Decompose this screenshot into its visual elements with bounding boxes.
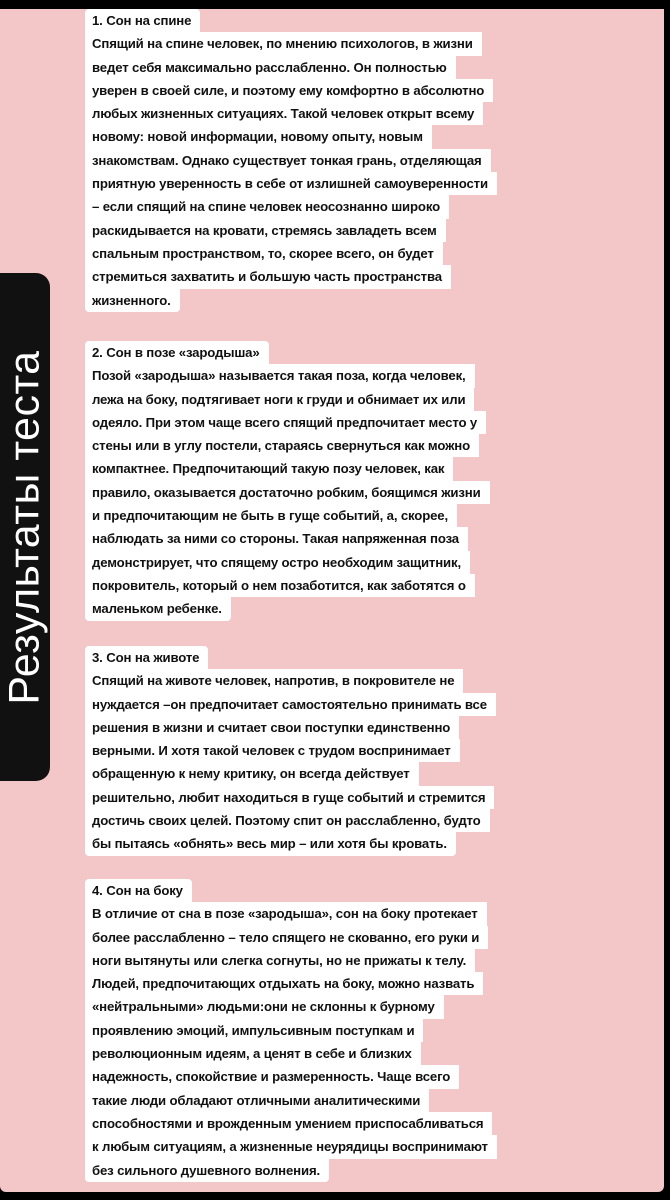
section-text-line: к любым ситуациям, а жизненные неурядицы воспринимают (85, 1135, 497, 1158)
section-text-line: наблюдать за ними со стороны. Такая напряженная поза (85, 527, 468, 550)
section-sleep-on-side (85, 879, 655, 1182)
section-text-line: уверен в своей силе, и поэтому ему комфортно в абсолютно (85, 79, 493, 102)
section-text-line: – если спящий на спине человек неосознанно широко (85, 195, 449, 218)
section-text-line: Спящий на спине человек, по мнению психологов, в жизни (85, 32, 482, 55)
section-text-line: нуждается –он предпочитает самостоятельно принимать все (85, 693, 496, 716)
side-label-banner (0, 273, 50, 781)
section-text-line: спальным пространством, то, скорее всего, он будет (85, 242, 443, 265)
section-text-line: покровитель, который о нем позаботится, как заботятся о (85, 574, 475, 597)
section-text-line: ноги вытянуты или слегка согнуты, но не прижаты к телу. (85, 949, 475, 972)
section-text-line: любых жизненных ситуациях. Такой человек открыт всему (85, 102, 483, 125)
section-text-line: более расслабленно – тело спящего не скованно, его руки и (85, 926, 488, 949)
section-text-line: верными. И хотя такой человек с трудом воспринимает (85, 739, 460, 762)
side-label-text: Результаты теста (0, 349, 49, 705)
section-text-line: решения в жизни и считает свои поступки единственно (85, 716, 459, 739)
section-text-line: жизненного. (85, 289, 180, 312)
section-title: 3. Сон на животе (85, 646, 208, 669)
section-title: 4. Сон на боку (85, 879, 192, 902)
section-text-line: В отличие от сна в позе «зародыша», сон на боку протекает (85, 902, 487, 925)
section-text-line: Людей, предпочитающих отдыхать на боку, можно назвать (85, 972, 483, 995)
section-sleep-on-back (85, 9, 655, 312)
section-text-line: достичь своих целей. Поэтому спит он расслабленно, будто (85, 809, 490, 832)
story-card[interactable] (0, 9, 664, 1192)
section-text-line: «нейтральными» людьми:они не склонны к бурному (85, 995, 444, 1018)
section-text-line: Позой «зародыша» называется такая поза, когда человек, (85, 364, 475, 387)
section-text-line: способностями и врожденным умением приспосабливаться (85, 1112, 492, 1135)
section-text-line: маленьком ребенке. (85, 597, 231, 620)
section-text-line: правило, оказывается достаточно робким, боящимся жизни (85, 481, 490, 504)
section-text-line: обращенную к нему критику, он всегда действует (85, 762, 419, 785)
section-sleep-on-stomach (85, 646, 655, 856)
section-text-line: ведет себя максимально расслабленно. Он полностью (85, 56, 456, 79)
section-text-line: революционным идеям, а ценят в себе и близких (85, 1042, 421, 1065)
section-text-line: стремиться захватить и большую часть пространства (85, 265, 451, 288)
section-text-line: приятную уверенность в себе от излишней самоуверенности (85, 172, 497, 195)
section-text-line: бы пытаясь «обнять» весь мир – или хотя бы кровать. (85, 832, 456, 855)
section-text-line: Спящий на животе человек, напротив, в покровителе не (85, 669, 463, 692)
section-text-line: раскидывается на кровати, стремясь завладеть всем (85, 219, 446, 242)
section-title: 1. Сон на спине (85, 9, 200, 32)
section-title: 2. Сон в позе «зародыша» (85, 341, 269, 364)
section-text-line: такие люди обладают отличными аналитическими (85, 1089, 429, 1112)
section-text-line: демонстрирует, что спящему остро необходим защитник, (85, 551, 470, 574)
section-fetal-position (85, 341, 655, 621)
section-text-line: без сильного душевного волнения. (85, 1159, 329, 1182)
section-text-line: стены или в углу постели, стараясь свернуться как можно (85, 434, 479, 457)
section-text-line: лежа на боку, подтягивает ноги к груди и обнимает их или (85, 388, 474, 411)
section-text-line: новому: новой информации, новому опыту, новым (85, 125, 432, 148)
section-text-line: и предпочитающим не быть в гуще событий, а, скорее, (85, 504, 457, 527)
section-text-line: проявлению эмоций, импульсивным поступкам и (85, 1019, 423, 1042)
section-text-line: надежность, спокойствие и размеренность. Чаще всего (85, 1065, 459, 1088)
section-text-line: одеяло. При этом чаще всего спящий предпочитает место у (85, 411, 486, 434)
section-text-line: компактнее. Предпочитающий такую позу человек, как (85, 457, 453, 480)
section-text-line: знакомствам. Однако существует тонкая грань, отделяющая (85, 149, 491, 172)
section-text-line: решительно, любит находиться в гуще событий и стремится (85, 786, 494, 809)
